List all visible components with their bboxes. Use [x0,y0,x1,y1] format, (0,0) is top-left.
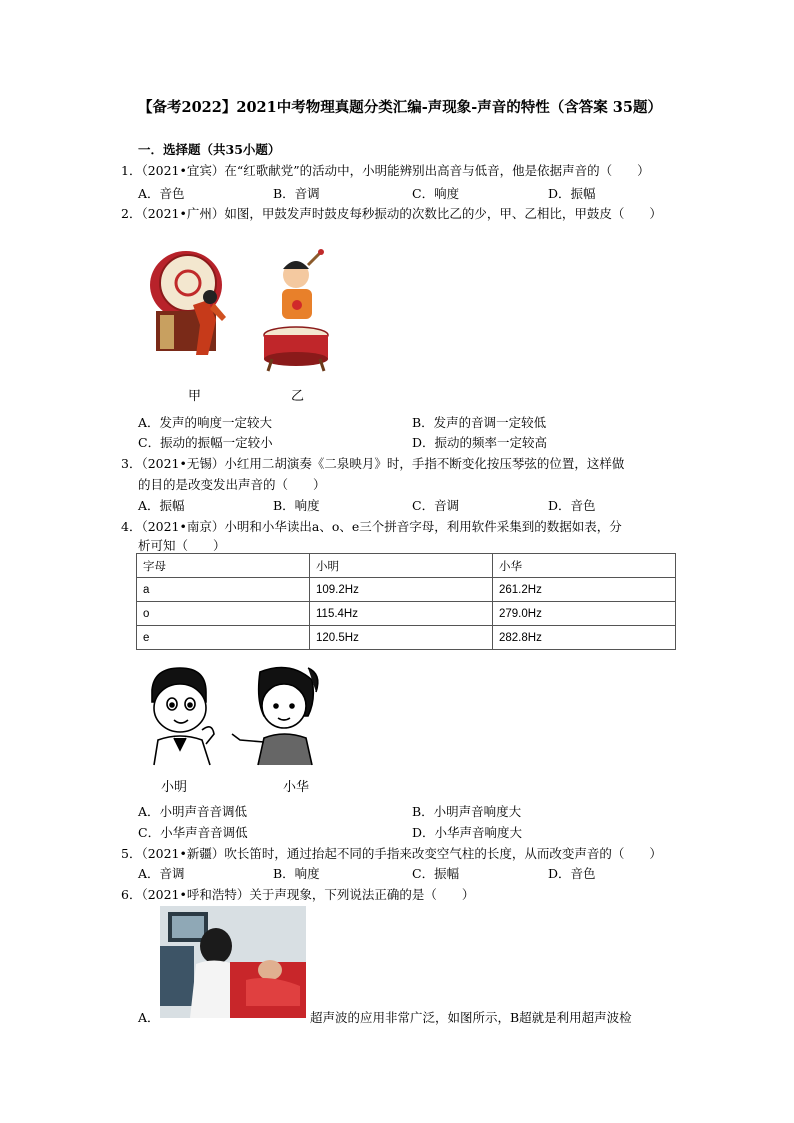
table-cell: 282.8Hz [493,626,676,650]
q5-option-a: A．音调 [138,866,185,881]
q3-option-b: B．响度 [273,498,320,513]
q6-option-a-text: 超声波的应用非常广泛，如图所示，B超就是利用超声波检 [310,1010,632,1025]
big-drum-jia [150,251,226,355]
header-xiaoming: 小明 [310,554,493,578]
table-cell: 261.2Hz [493,578,676,602]
caption-yi: 乙 [291,388,305,403]
q4-option-b: B．小明声音响度大 [412,804,522,819]
table-cell: e [137,626,310,650]
table-cell: o [137,602,310,626]
b-ultrasound-photo [160,906,306,1018]
table-row [137,626,676,650]
question-3-stem-line2: 的目的是改变发出声音的（ ） [138,477,326,492]
girl-xiaohua [232,668,318,766]
question-4-stem-line2: 析可知（ ） [138,538,226,553]
table-cell: 109.2Hz [310,578,493,602]
frequency-table [136,553,676,650]
question-2-stem: 2．（2021•广州）如图，甲鼓发声时鼓皮每秒振动的次数比乙的少，甲、乙相比，甲鼓皮（ ） [121,206,662,221]
table-header-row [137,554,676,578]
q1-option-a: A．音色 [138,186,185,201]
table-row [137,602,676,626]
q4-option-a: A．小明声音音调低 [138,804,248,819]
q6-option-a-label: A． [138,1010,160,1025]
q5-option-b: B．响度 [273,866,320,881]
q4-option-d: D．小华声音响度大 [412,825,523,840]
question-6-stem: 6．（2021•呼和浩特）关于声现象，下列说法正确的是（ ） [121,887,475,902]
q2-option-b: B．发声的音调一定较低 [412,415,547,430]
drums-illustration [138,245,338,380]
question-4-stem-line1: 4．（2021•南京）小明和小华读出a、o、e三个拼音字母，利用软件采集到的数据如表，分 [121,519,622,534]
q3-option-c: C．音调 [412,498,460,513]
q3-option-d: D．音色 [548,498,596,513]
q1-option-c: C．响度 [412,186,460,201]
table-cell: 279.0Hz [493,602,676,626]
question-1-stem: 1．（2021•宜宾）在“红歌献党”的活动中，小明能辨别出高音与低音，他是依据声音的（ ） [121,163,650,178]
q1-option-d: D．振幅 [548,186,596,201]
table-cell: a [137,578,310,602]
caption-xiaoming: 小明 [161,779,188,794]
q5-option-d: D．音色 [548,866,596,881]
q2-option-d: D．振动的频率一定较高 [412,435,548,450]
q2-option-a: A．发声的响度一定较大 [138,415,273,430]
q5-option-c: C．振幅 [412,866,460,881]
caption-jia: 甲 [188,388,202,403]
small-drum-yi [264,249,328,371]
children-illustration [140,660,325,770]
q1-option-b: B．音调 [273,186,320,201]
header-xiaohua: 小华 [493,554,676,578]
page-title: 【备考2022】2021中考物理真题分类汇编-声现象-声音的特性（含答案 35题） [138,99,662,116]
table-cell: 120.5Hz [310,626,493,650]
header-letter: 字母 [137,554,310,578]
q2-option-c: C．振动的振幅一定较小 [138,435,273,450]
boy-xiaoming [152,668,214,765]
q3-option-a: A．振幅 [138,498,185,513]
q4-option-c: C．小华声音音调低 [138,825,248,840]
table-row [137,578,676,602]
question-3-stem-line1: 3．（2021•无锡）小红用二胡演奏《二泉映月》时，手指不断变化按压琴弦的位置，这样做 [121,456,625,471]
table-cell: 115.4Hz [310,602,493,626]
question-5-stem: 5．（2021•新疆）吹长笛时，通过抬起不同的手指来改变空气柱的长度，从而改变声音的（ ） [121,846,662,861]
caption-xiaohua: 小华 [283,779,310,794]
section-heading: 一．选择题（共35小题） [138,142,281,157]
